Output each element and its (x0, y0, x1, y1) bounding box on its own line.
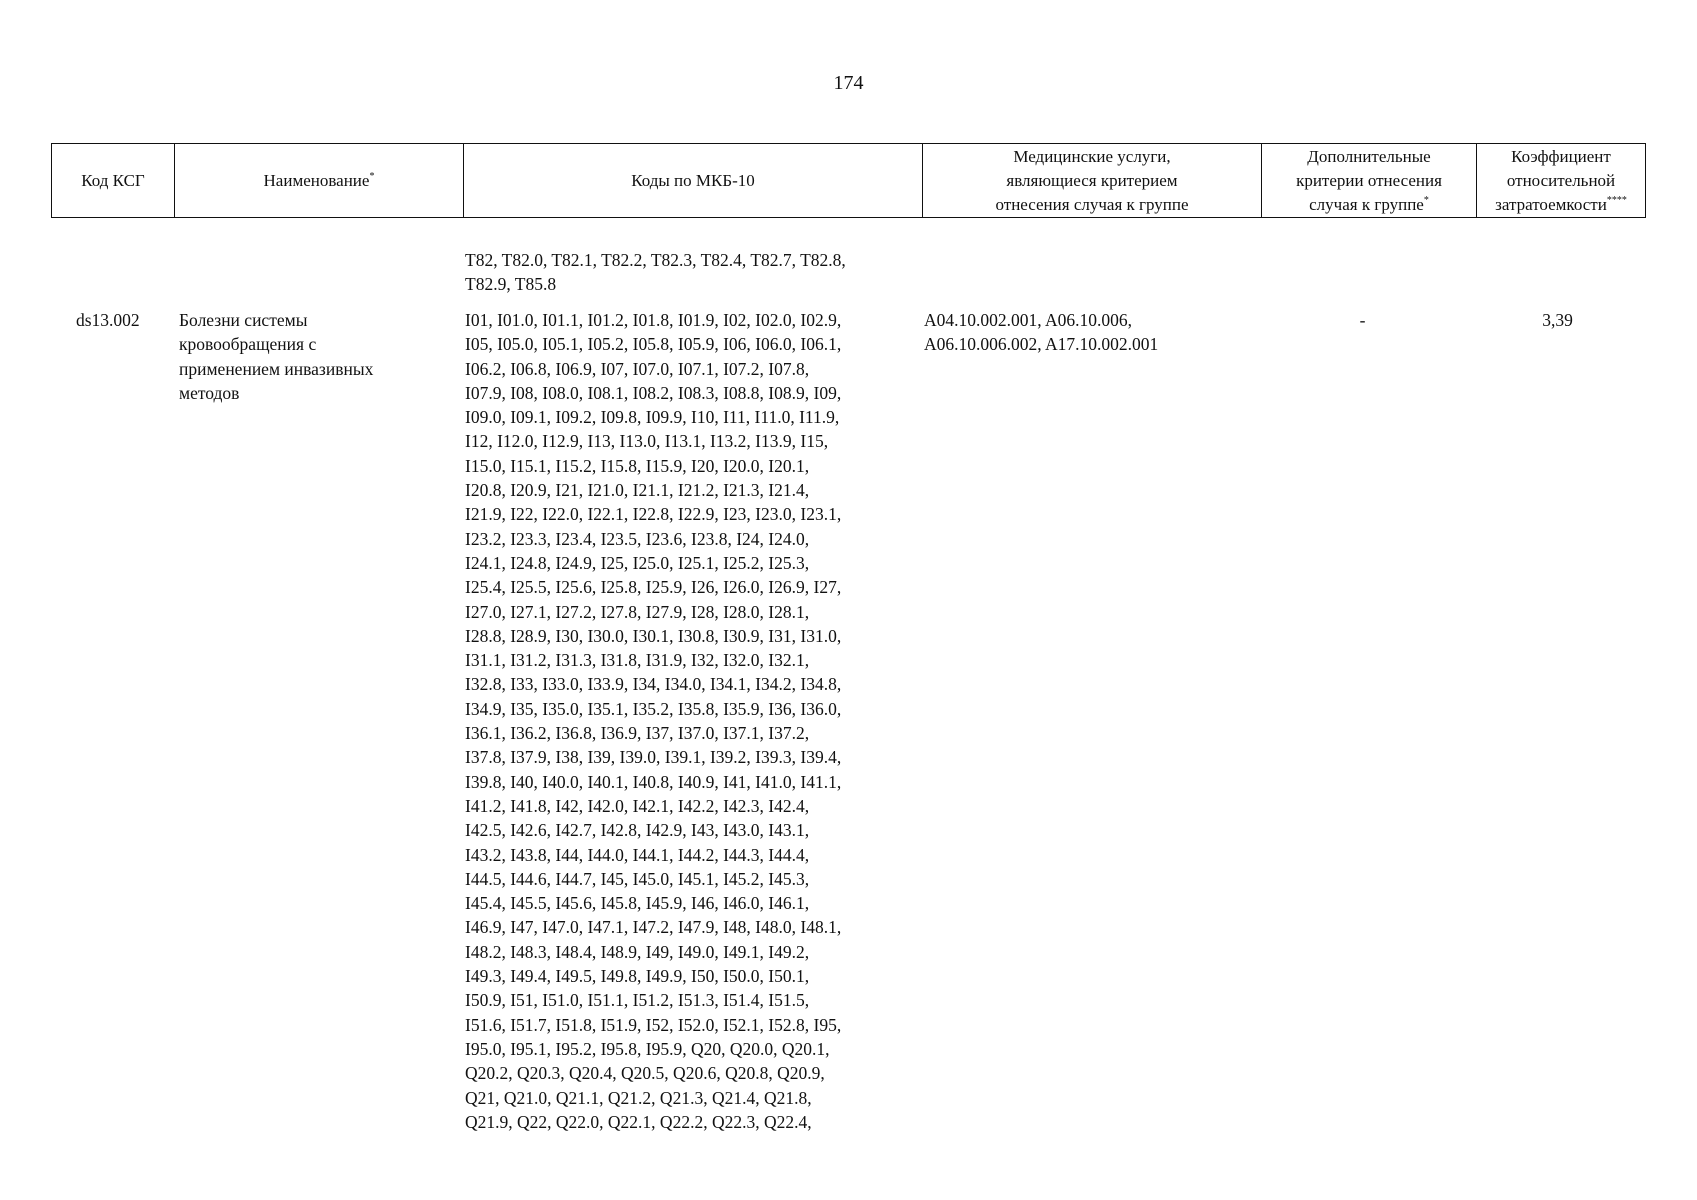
header-additional: Дополнительные критерии отнесения случая к группе* (1262, 144, 1477, 218)
icd-line: I28.8, I28.9, I30, I30.0, I30.1, I30.8, I30.9, I31, I31.0, (465, 625, 842, 646)
service-line: A06.10.006.002, A17.10.002.001 (924, 334, 1159, 355)
icd-line: I51.6, I51.7, I51.8, I51.9, I52, I52.0, I52.1, I52.8, I95, (465, 1014, 842, 1035)
icd-line: I50.9, I51, I51.0, I51.1, I51.2, I51.3, I51.4, I51.5, (465, 990, 810, 1011)
row-additional-criteria: - (1359, 310, 1366, 330)
icd-line: I43.2, I43.8, I44, I44.0, I44.1, I44.2, I44.3, I44.4, (465, 844, 810, 865)
name-line: применением инвазивных (179, 358, 374, 379)
icd-line: I36.1, I36.2, I36.8, I36.9, I37, I37.0, I37.1, I37.2, (465, 723, 810, 744)
header-code: Код КСГ (52, 144, 175, 218)
icd-line: I48.2, I48.3, I48.4, I48.9, I49, I49.0, I49.1, I49.2, (465, 941, 810, 962)
icd-line: I44.5, I44.6, I44.7, I45, I45.0, I45.1, I45.2, I45.3, (465, 868, 810, 889)
icd-line: I41.2, I41.8, I42, I42.0, I42.1, I42.2, I42.3, I42.4, (465, 795, 810, 816)
icd-line: I49.3, I49.4, I49.5, I49.8, I49.9, I50, I50.0, I50.1, (465, 966, 810, 987)
icd-line: I27.0, I27.1, I27.2, I27.8, I27.9, I28, I28.0, I28.1, (465, 601, 810, 622)
icd-line: I09.0, I09.1, I09.2, I09.8, I09.9, I10, I11, I11.0, I11.9, (465, 407, 840, 428)
icd-line: I25.4, I25.5, I25.6, I25.8, I25.9, I26, I26.0, I26.9, I27, (465, 577, 842, 598)
header-name: Наименование* (175, 144, 464, 218)
icd-line: Q21.9, Q22, Q22.0, Q22.1, Q22.2, Q22.3, Q22.4, (465, 1111, 812, 1132)
table-header (51, 143, 1646, 218)
icd-line: I23.2, I23.3, I23.4, I23.5, I23.6, I23.8, I24, I24.0, (465, 528, 810, 549)
footnote-mark: * (1423, 194, 1429, 206)
icd-line: I37.8, I37.9, I38, I39, I39.0, I39.1, I39.2, I39.3, I39.4, (465, 747, 842, 768)
row-name (179, 308, 429, 405)
icd-line: I42.5, I42.6, I42.7, I42.8, I42.9, I43, I43.0, I43.1, (465, 820, 810, 841)
row-services (924, 308, 1264, 357)
icd-line: I21.9, I22, I22.0, I22.1, I22.8, I22.9, I23, I23.0, I23.1, (465, 504, 842, 525)
icd-line: I12, I12.0, I12.9, I13, I13.0, I13.1, I13.2, I13.9, I15, (465, 431, 829, 452)
icd-line: I06.2, I06.8, I06.9, I07, I07.0, I07.1, I07.2, I07.8, (465, 358, 810, 379)
name-line: методов (179, 382, 240, 403)
icd-line: I24.1, I24.8, I24.9, I25, I25.0, I25.1, I25.2, I25.3, (465, 552, 810, 573)
icd-line: Q21, Q21.0, Q21.1, Q21.2, Q21.3, Q21.4, Q21.8, (465, 1087, 812, 1108)
header-icd: Коды по МКБ-10 (464, 144, 923, 218)
name-line: Болезни системы (179, 310, 308, 330)
icd-line: I32.8, I33, I33.0, I33.9, I34, I34.0, I34.1, I34.2, I34.8, (465, 674, 842, 695)
icd-line: Q20.2, Q20.3, Q20.4, Q20.5, Q20.6, Q20.8, Q20.9, (465, 1063, 825, 1084)
header-services: Медицинские услуги, являющиеся критерием отнесения случая к группе (923, 144, 1262, 218)
icd-line: I95.0, I95.1, I95.2, I95.8, I95.9, Q20, Q20.0, Q20.1, (465, 1038, 830, 1059)
continuation-icd-codes (465, 248, 925, 297)
icd-line: I07.9, I08, I08.0, I08.1, I08.2, I08.3, I08.8, I08.9, I09, (465, 382, 842, 403)
icd-line: I46.9, I47, I47.0, I47.1, I47.2, I47.9, I48, I48.0, I48.1, (465, 917, 842, 938)
page-number: 174 (833, 72, 864, 94)
row-coefficient: 3,39 (1542, 310, 1573, 330)
footnote-mark: * (369, 170, 375, 182)
row-code: ds13.002 (76, 310, 140, 330)
icd-line: I39.8, I40, I40.0, I40.1, I40.8, I40.9, I41, I41.0, I41.1, (465, 771, 842, 792)
icd-line: T82, T82.0, T82.1, T82.2, T82.3, T82.4, T82.7, T82.8, (465, 250, 846, 270)
icd-line: I45.4, I45.5, I45.6, I45.8, I45.9, I46, I46.0, I46.1, (465, 893, 810, 914)
icd-line: I34.9, I35, I35.0, I35.1, I35.2, I35.8, I35.9, I36, I36.0, (465, 698, 842, 719)
footnote-mark: **** (1606, 194, 1627, 206)
icd-line: I20.8, I20.9, I21, I21.0, I21.1, I21.2, I21.3, I21.4, (465, 480, 810, 501)
icd-line: I15.0, I15.1, I15.2, I15.8, I15.9, I20, I20.0, I20.1, (465, 455, 810, 476)
icd-line: T82.9, T85.8 (465, 274, 557, 295)
row-icd-codes (465, 308, 925, 1134)
icd-line: I31.1, I31.2, I31.3, I31.8, I31.9, I32, I32.0, I32.1, (465, 650, 810, 671)
icd-line: I01, I01.0, I01.1, I01.2, I01.8, I01.9, I02, I02.0, I02.9, (465, 310, 842, 330)
header-coefficient: Коэффициент относительной затратоемкости**** (1477, 144, 1646, 218)
name-line: кровообращения с (179, 334, 317, 355)
service-line: A04.10.002.001, A06.10.006, (924, 310, 1133, 330)
icd-line: I05, I05.0, I05.1, I05.2, I05.8, I05.9, I06, I06.0, I06.1, (465, 334, 842, 355)
